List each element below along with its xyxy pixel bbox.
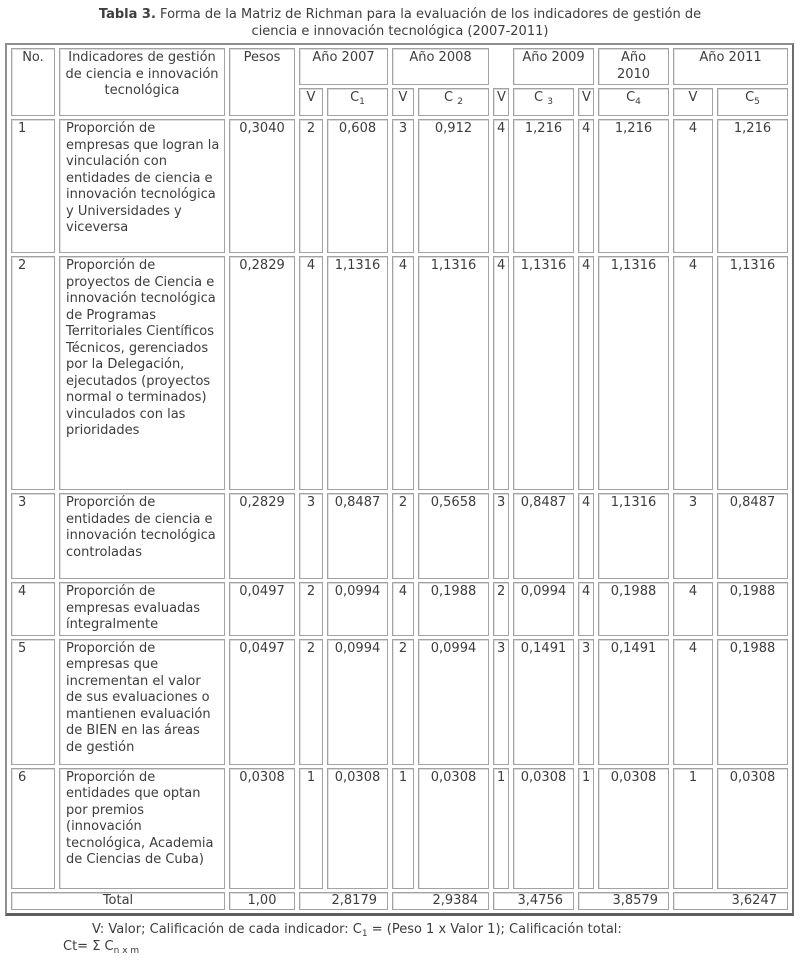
row-v-value: 4: [673, 256, 713, 490]
row-v-value: 1: [673, 768, 713, 889]
header-cell-no: No.: [11, 48, 55, 116]
header-cell-v-2011: V: [673, 88, 713, 116]
row-c-value: 0,0308: [327, 768, 388, 889]
row-c-value: 1,1316: [327, 256, 388, 490]
row-c-value: 0,912: [418, 119, 489, 253]
row-v-value: 3: [493, 639, 509, 765]
total-2008: 2,9384: [392, 892, 489, 911]
row-peso: 0,0308: [229, 768, 295, 889]
total-2009: 3,4756: [493, 892, 574, 911]
total-row: [11, 892, 788, 911]
row-indicator: Proporción de empresas que incrementan el valor de sus evaluaciones o mantienen evaluación de BIEN en las áreas de gestión: [59, 639, 225, 765]
header-cell-c5: $C_5$: [717, 88, 788, 116]
row-c-value: 0,1988: [717, 582, 788, 636]
header-cell-pesos: Pesos: [229, 48, 295, 116]
row-v-value: 4: [578, 119, 594, 253]
row-c-value: 1,216: [717, 119, 788, 253]
row-peso: 0,0497: [229, 639, 295, 765]
table-row: [11, 119, 788, 253]
table-row: [11, 639, 788, 765]
row-v-value: 4: [578, 582, 594, 636]
row-v-value: 3: [578, 639, 594, 765]
table-row: [11, 582, 788, 636]
table-row: [11, 768, 788, 889]
row-v-value: 3: [299, 493, 323, 579]
row-c-value: 0,1988: [598, 582, 669, 636]
row-number: 6: [11, 768, 55, 889]
row-c-value: 0,0308: [717, 768, 788, 889]
row-v-value: 4: [299, 256, 323, 490]
table-body: [11, 119, 788, 889]
header-cell-year-2010: [598, 48, 669, 85]
row-number: 1: [11, 119, 55, 253]
total-label: Total: [11, 892, 225, 911]
total-peso: 1,00: [229, 892, 295, 911]
header-cell-c4: $C_4$: [598, 88, 669, 116]
row-c-value: 0,8487: [717, 493, 788, 579]
table-footnote: [0, 922, 800, 955]
header-cell-c1: $C_1$: [327, 88, 388, 116]
row-c-value: 0,1491: [513, 639, 574, 765]
row-c-value: 0,1491: [598, 639, 669, 765]
row-peso: 0,0497: [229, 582, 295, 636]
row-c-value: 0,5658: [418, 493, 489, 579]
richman-matrix-table: [5, 43, 794, 916]
row-c-value: 0,8487: [327, 493, 388, 579]
row-c-value: 0,8487: [513, 493, 574, 579]
footnote-line-1: V: Valor; Calificación de cada indicador: $C_1$ = (Peso 1 x Valor 1); Calificación total:: [92, 922, 622, 939]
header-cell-c3: C $_3$: [513, 88, 574, 116]
header-cell-v-2007: V: [299, 88, 323, 116]
header-cell-year-2011: Año 2011: [673, 48, 788, 85]
row-peso: 0,2829: [229, 493, 295, 579]
row-v-value: 2: [299, 582, 323, 636]
row-c-value: 0,0308: [513, 768, 574, 889]
row-c-value: 1,1316: [513, 256, 574, 490]
row-v-value: 4: [392, 256, 414, 490]
row-peso: 0,2829: [229, 256, 295, 490]
row-c-value: 1,1316: [598, 256, 669, 490]
row-v-value: 3: [673, 493, 713, 579]
row-c-value: 1,1316: [717, 256, 788, 490]
row-v-value: 3: [493, 493, 509, 579]
row-indicator: Proporción de empresas que logran la vinculación con entidades de ciencia e innovación tecnológica y Universidades y viceversa: [59, 119, 225, 253]
row-v-value: 1: [299, 768, 323, 889]
header-cell-year-2007: Año 2007: [299, 48, 388, 85]
row-c-value: 0,1988: [717, 639, 788, 765]
row-v-value: 3: [392, 119, 414, 253]
row-peso: 0,3040: [229, 119, 295, 253]
row-number: 2: [11, 256, 55, 490]
row-number: 5: [11, 639, 55, 765]
row-v-value: 1: [493, 768, 509, 889]
row-number: 4: [11, 582, 55, 636]
header-cell-year-2008: Año 2008: [392, 48, 489, 85]
row-c-value: 0,1988: [418, 582, 489, 636]
header-cell-c2: C $_2$: [418, 88, 489, 116]
row-c-value: 0,0994: [327, 582, 388, 636]
row-number: 3: [11, 493, 55, 579]
row-v-value: 4: [578, 493, 594, 579]
row-indicator: Proporción de entidades que optan por premios (innovación tecnológica, Academia de Ciencias de Cuba): [59, 768, 225, 889]
row-c-value: 0,0994: [418, 639, 489, 765]
header-cell-v-2009: V: [493, 88, 509, 116]
row-c-value: 1,216: [598, 119, 669, 253]
row-v-value: 2: [493, 582, 509, 636]
row-v-value: 1: [392, 768, 414, 889]
header-cell-year-2009: Año 2009: [513, 48, 594, 85]
row-v-value: 4: [493, 119, 509, 253]
total-2010: 3,8579: [578, 892, 669, 911]
row-c-value: 0,0308: [598, 768, 669, 889]
row-v-value: 4: [673, 119, 713, 253]
total-2007: 2,8179: [299, 892, 388, 911]
row-c-value: 1,216: [513, 119, 574, 253]
row-v-value: 2: [392, 639, 414, 765]
table-caption-label: Tabla 3.: [98, 7, 156, 22]
row-indicator: Proporción de proyectos de Ciencia e innovación tecnológica de Programas Territoriales Científicos Técnicos, gerenciados por la Delegación, ejecutados (proyectos normal o terminados) vinculados con las prioridades: [59, 256, 225, 490]
row-c-value: 0,0994: [513, 582, 574, 636]
row-v-value: 2: [299, 119, 323, 253]
header-cell-year-2010-label: Año 2010: [616, 50, 651, 82]
row-indicator: Proporción de entidades de ciencia e innovación tecnológica controladas: [59, 493, 225, 579]
table-caption: [75, 7, 725, 40]
row-v-value: 4: [392, 582, 414, 636]
table-row: [11, 256, 788, 490]
footnote-line-2: Ct= Σ $C_{n x m}$: [63, 938, 140, 956]
row-v-value: 4: [493, 256, 509, 490]
header-empty-cell: [493, 48, 509, 85]
row-v-value: 2: [299, 639, 323, 765]
header-cell-v-2010: V: [578, 88, 594, 116]
row-v-value: 4: [673, 582, 713, 636]
header-cell-indicators: Indicadores de gestión de ciencia e innovación tecnológica: [59, 48, 225, 116]
row-v-value: 4: [578, 256, 594, 490]
row-c-value: 0,608: [327, 119, 388, 253]
row-v-value: 4: [673, 639, 713, 765]
row-c-value: 0,0308: [418, 768, 489, 889]
row-v-value: 1: [578, 768, 594, 889]
total-2011: 3,6247: [673, 892, 788, 911]
header-cell-v-2008: V: [392, 88, 414, 116]
row-c-value: 1,1316: [598, 493, 669, 579]
table-caption-text: Forma de la Matriz de Richman para la evaluación de los indicadores de gestión de ciencia e innovación tecnológica (2007-2011): [155, 7, 702, 39]
row-indicator: Proporción de empresas evaluadas íntegralmente: [59, 582, 225, 636]
row-v-value: 2: [392, 493, 414, 579]
table-row: [11, 493, 788, 579]
row-c-value: 0,0994: [327, 639, 388, 765]
header-row-years: [11, 48, 788, 85]
row-c-value: 1,1316: [418, 256, 489, 490]
